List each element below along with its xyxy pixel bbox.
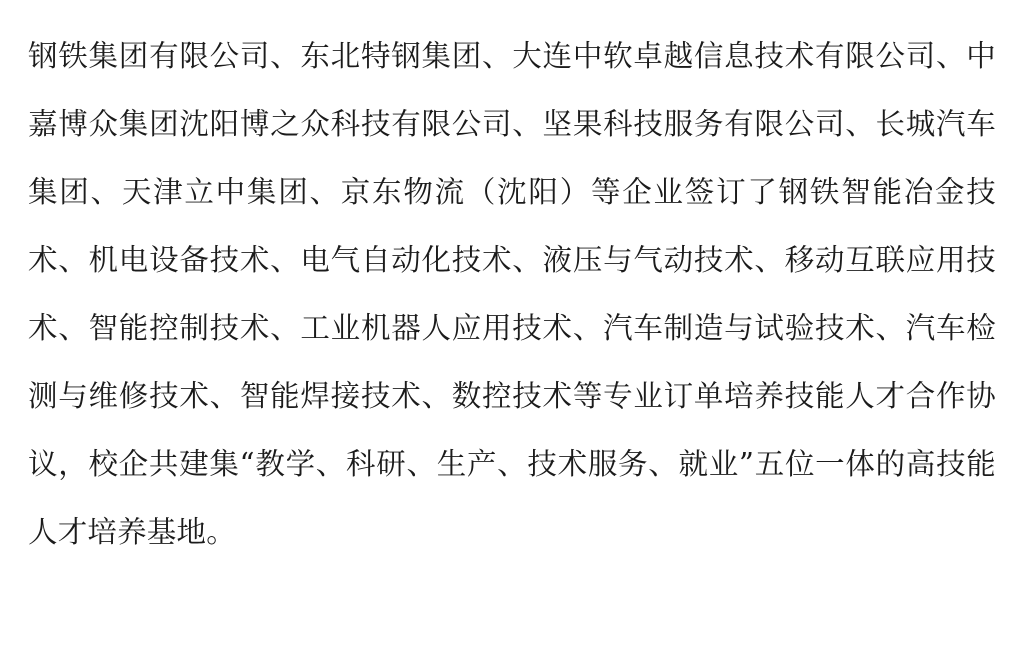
document-paragraph: 钢铁集团有限公司、东北特钢集团、大连中软卓越信息技术有限公司、中嘉博众集团沈阳博之众科技有限公司、坚果科技服务有限公司、长城汽车集团、天津立中集团、京东物流（沈阳）等企业签订了钢铁智能冶金技术、机电设备技术、电气自动化技术、液压与气动技术、移动互联应用技术、智能控制技术、工业机器人应用技术、汽车制造与试验技术、汽车检测与维修技术、智能焊接技术、数控技术等专业订单培养技能人才合作协议，校企共建集“教学、科研、生产、技术服务、就业”五位一体的高技能人才培养基地。 [28, 39, 996, 549]
